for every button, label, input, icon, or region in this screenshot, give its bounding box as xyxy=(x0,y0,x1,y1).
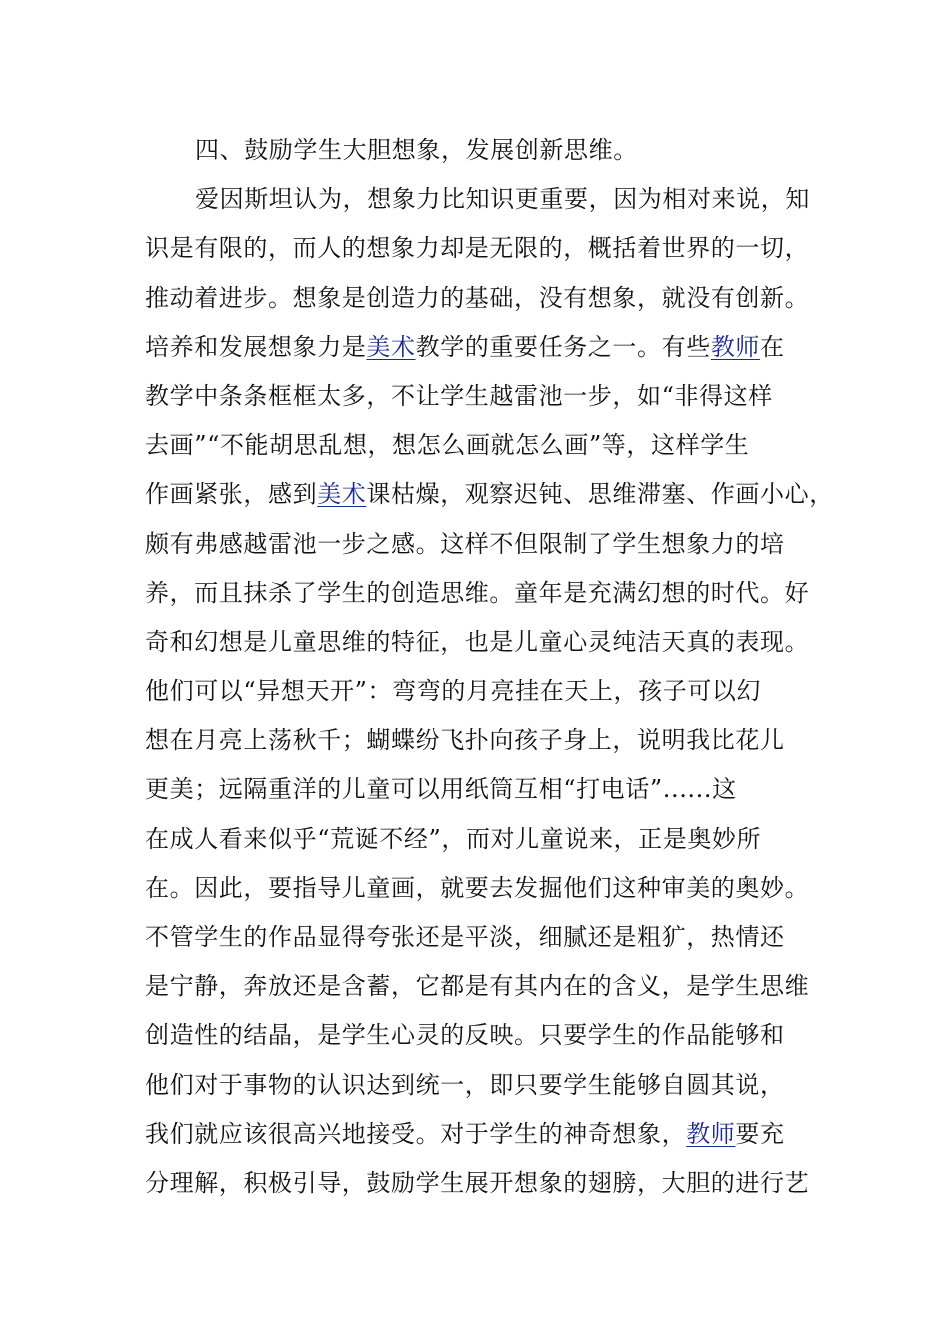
text-run: 课枯燥，观察迟钝、思维滞塞、作画小心， xyxy=(366,480,834,509)
text-line xyxy=(145,864,825,913)
text-line xyxy=(145,815,825,864)
text-run: 教学的重要任务之一。有些 xyxy=(415,332,711,361)
text-run: 是宁静，奔放还是含蓄，它都是有其内在的含义，是学生思维 xyxy=(145,972,810,1001)
text-line xyxy=(145,274,825,323)
text-run: 他们可以“异想天开”：弯弯的月亮挂在天上，孩子可以幻 xyxy=(145,677,762,706)
text-run: 培养和发展想象力是 xyxy=(145,332,367,361)
text-line xyxy=(145,962,825,1011)
text-run: 教学中条条框框太多，不让学生越雷池一步，如“非得这样 xyxy=(145,381,773,410)
text-line xyxy=(145,224,825,273)
text-line xyxy=(145,569,825,618)
keyword-link[interactable]: 美术 xyxy=(317,480,367,509)
text-run: 识是有限的，而人的想象力却是无限的，概括着世界的一切， xyxy=(145,234,810,263)
document-body xyxy=(145,126,834,1208)
text-line xyxy=(145,1159,825,1208)
text-line xyxy=(145,618,825,667)
text-line xyxy=(145,372,825,421)
text-run: 不管学生的作品显得夸张还是平淡，细腻还是粗犷，热情还 xyxy=(145,923,785,951)
text-line xyxy=(145,765,825,814)
text-run: 作画紧张，感到 xyxy=(145,480,318,509)
section-heading: 四、鼓励学生大胆想象，发展创新思维。 xyxy=(195,136,638,164)
text-run: 爱因斯坦认为，想象力比知识更重要，因为相对来说，知 xyxy=(195,185,810,214)
text-run: 去画”“不能胡思乱想，想怎么画就怎么画”等，这样学生 xyxy=(145,431,750,460)
text-line xyxy=(145,1011,825,1060)
text-run: 在 xyxy=(760,332,785,361)
text-run: 分理解，积极引导，鼓励学生展开想象的翅膀，大胆的进行艺 xyxy=(145,1168,810,1197)
text-run: 颇有弗感越雷池一步之感。这样不但限制了学生想象力的培 xyxy=(145,529,785,558)
text-run: 更美；远隔重洋的儿童可以用纸筒互相“打电话”......这 xyxy=(145,775,737,804)
text-line xyxy=(145,421,825,470)
text-line xyxy=(145,1061,825,1110)
text-line xyxy=(145,520,825,569)
text-line xyxy=(145,716,825,765)
text-run: 在成人看来似乎“荒诞不经”，而对儿童说来，正是奥妙所 xyxy=(145,824,762,853)
text-run: 奇和幻想是儿童思维的特征，也是儿童心灵纯洁天真的表现。 xyxy=(145,627,810,656)
text-run: 创造性的结晶，是学生心灵的反映。只要学生的作品能够和 xyxy=(145,1021,785,1050)
text-run: 他们对于事物的认识达到统一，即只要学生能够自圆其说， xyxy=(145,1070,785,1099)
text-run: 养，而且抹杀了学生的创造思维。童年是充满幻想的时代。好 xyxy=(145,578,810,607)
text-line xyxy=(145,1110,825,1159)
text-run: 在。因此，要指导儿童画，就要去发掘他们这种审美的奥妙。 xyxy=(145,873,810,902)
text-run: 要充 xyxy=(735,1119,785,1148)
text-run: 想在月亮上荡秋千；蝴蝶纷飞扑向孩子身上，说明我比花儿 xyxy=(145,726,785,755)
text-line xyxy=(145,323,825,372)
text-line xyxy=(145,175,825,224)
text-run: 推动着进步。想象是创造力的基础，没有想象，就没有创新。 xyxy=(145,283,810,312)
text-line xyxy=(145,913,825,962)
text-line xyxy=(145,667,825,716)
keyword-link[interactable]: 教师 xyxy=(710,332,761,361)
keyword-link[interactable]: 教师 xyxy=(686,1119,736,1148)
text-line xyxy=(145,470,834,519)
text-run: 我们就应该很高兴地接受。对于学生的神奇想象， xyxy=(145,1119,687,1148)
keyword-link[interactable]: 美术 xyxy=(366,332,416,361)
